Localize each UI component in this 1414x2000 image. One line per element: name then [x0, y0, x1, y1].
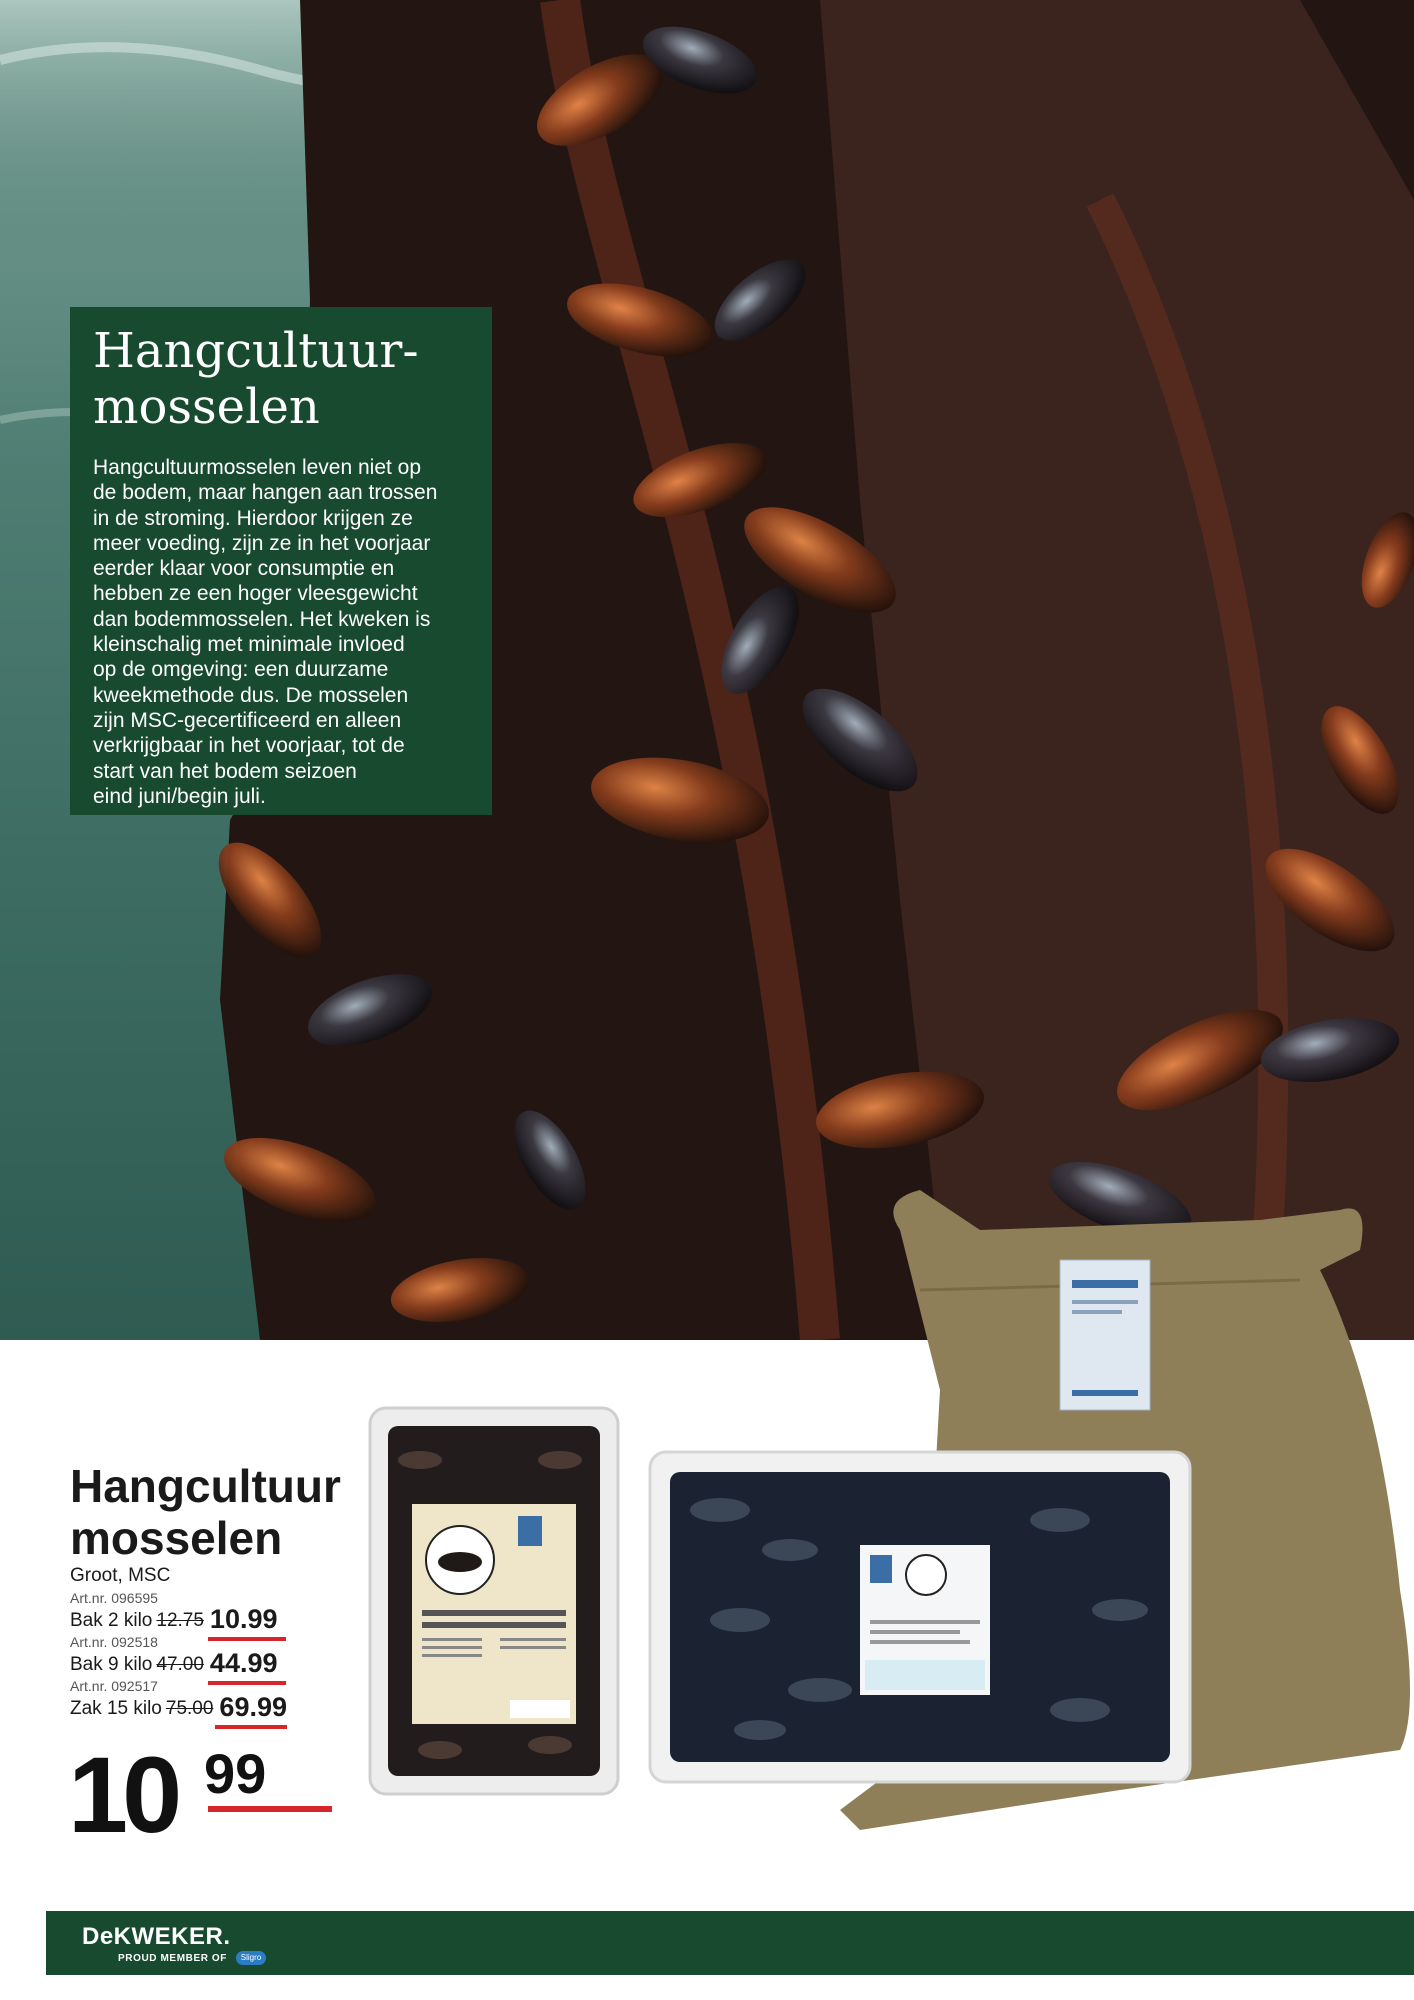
product-name: Hangcultuur mosselen: [70, 1460, 341, 1564]
new-price: 69.99: [219, 1692, 287, 1722]
article-number: Art.nr. 096595: [70, 1590, 158, 1606]
product-packshot: [360, 1190, 1414, 1870]
variant-15kg: [70, 1678, 290, 1722]
article-number: Art.nr. 092518: [70, 1634, 158, 1650]
big-price-underline: [208, 1806, 332, 1812]
big-price-integer: 10: [68, 1734, 177, 1855]
old-price: 12.75: [156, 1610, 204, 1631]
variant-label: Bak 2 kilo: [70, 1610, 153, 1631]
price-underline: [215, 1725, 287, 1729]
old-price: 75.00: [165, 1698, 214, 1719]
big-price-decimal: 99: [204, 1742, 267, 1805]
variant-line: [70, 1650, 290, 1678]
info-body: Hangcultuurmosselen leven niet op de bodem, maar hangen aan trossen in de stroming. Hierdoor krijgen ze meer voeding, zijn ze in het voorjaar eerder klaar voor consumptie en hebben ze een hoger vleesgewicht dan bodemmosselen. Het kweken is kleinschalig met minimale invloed op de omgeving: een duurzame kweekmethode dus. De mosselen zijn MSC-gecertificeerd en alleen verkrijgbaar in het voorjaar, tot de start van het bodem seizoen eind juni/begin juli.: [93, 456, 438, 808]
info-box: [70, 307, 492, 815]
variant-line: [70, 1694, 290, 1722]
old-price: 47.00: [156, 1654, 204, 1675]
variant-label: Bak 9 kilo: [70, 1654, 153, 1675]
tray-9kg-image: [650, 1452, 1190, 1782]
variant-line: [70, 1606, 290, 1634]
variant-9kg: [70, 1634, 290, 1678]
tray-2kg-image: [370, 1408, 618, 1794]
logo-tagline: PROUD MEMBER OF: [118, 1953, 227, 1964]
variant-2kg: [70, 1590, 290, 1634]
info-title: Hangcultuur- mosselen: [93, 323, 419, 435]
footer-bar: [46, 1911, 1414, 1975]
new-price: 44.99: [209, 1648, 278, 1678]
sligro-badge: Sligro: [236, 1951, 266, 1965]
variant-label: Zak 15 kilo: [70, 1698, 162, 1719]
new-price: 10.99: [209, 1604, 278, 1634]
dekweker-logo: DeKWEKER.: [82, 1923, 231, 1950]
product-subtitle: Groot, MSC: [70, 1565, 171, 1586]
article-number: Art.nr. 092517: [70, 1678, 158, 1694]
